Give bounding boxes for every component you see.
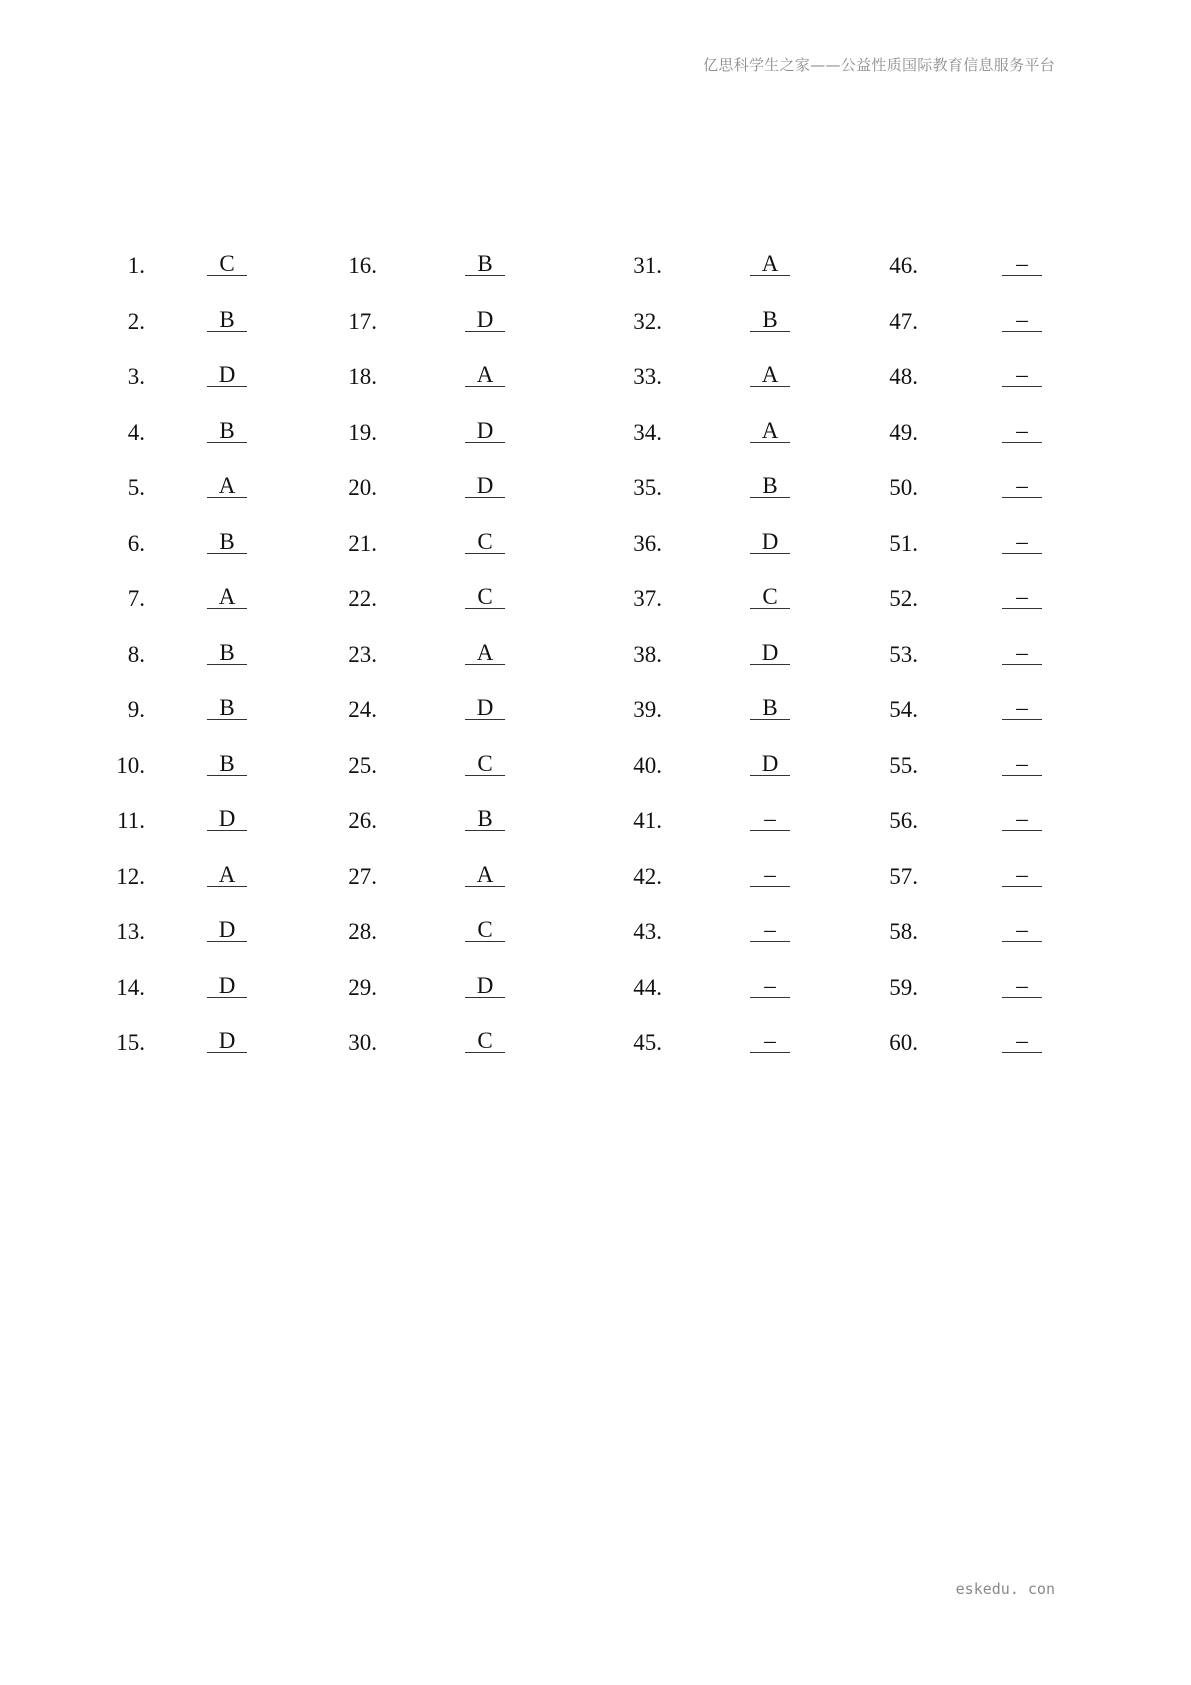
question-number: 16. xyxy=(348,253,377,278)
answer-value: B xyxy=(750,309,790,332)
question-number: 1. xyxy=(127,253,145,278)
answer-value: D xyxy=(465,475,505,498)
answer-value: B xyxy=(750,697,790,720)
answer-value: A xyxy=(207,864,247,887)
answer-item xyxy=(0,528,1191,561)
answer-item xyxy=(0,808,1191,838)
question-number: 2. xyxy=(127,308,145,334)
question-number: 25. xyxy=(348,752,377,778)
answer-value: B xyxy=(207,531,247,554)
answer-value: D xyxy=(207,1030,247,1053)
question-number: 59. xyxy=(889,974,918,1000)
answer-value: C xyxy=(465,753,505,776)
answer-value: – xyxy=(1002,864,1042,887)
answer-value: – xyxy=(1002,364,1042,387)
answer-value: – xyxy=(750,919,790,942)
answer-value: B xyxy=(465,253,505,276)
question-number: 23. xyxy=(348,641,377,667)
answer-value: – xyxy=(1002,420,1042,443)
answer-value: B xyxy=(207,697,247,720)
answer-value: – xyxy=(1002,531,1042,554)
question-number: 8. xyxy=(127,641,145,667)
answer-value: – xyxy=(1002,253,1042,276)
answer-value: B xyxy=(207,309,247,332)
question-number: 32. xyxy=(633,308,662,334)
question-number: 27. xyxy=(348,863,377,889)
question-number: 56. xyxy=(889,808,918,833)
question-number: 5. xyxy=(127,475,145,500)
question-number: 58. xyxy=(889,919,918,944)
answer-value: D xyxy=(207,808,247,831)
question-number: 49. xyxy=(889,419,918,445)
answer-value: – xyxy=(750,864,790,887)
question-number: 17. xyxy=(348,308,377,334)
question-number: 47. xyxy=(889,308,918,334)
question-number: 53. xyxy=(889,641,918,667)
answer-value: D xyxy=(465,420,505,443)
question-number: 40. xyxy=(633,752,662,778)
question-number: 19. xyxy=(348,419,377,445)
page-header: 亿思科学生之家——公益性质国际教育信息服务平台 xyxy=(703,56,1055,74)
question-number: 51. xyxy=(889,530,918,556)
answer-value: A xyxy=(750,364,790,387)
question-number: 11. xyxy=(117,808,145,833)
question-number: 50. xyxy=(889,475,918,500)
answer-item xyxy=(0,639,1191,672)
answer-item xyxy=(0,306,1191,339)
question-number: 4. xyxy=(127,419,145,445)
question-number: 30. xyxy=(348,1030,377,1055)
answer-value: – xyxy=(750,975,790,998)
answer-value: D xyxy=(750,531,790,554)
question-number: 14. xyxy=(116,974,145,1000)
answer-value: D xyxy=(207,364,247,387)
answer-value: C xyxy=(465,586,505,609)
answer-value: – xyxy=(1002,697,1042,720)
answer-value: C xyxy=(465,531,505,554)
question-number: 33. xyxy=(633,364,662,389)
answer-item xyxy=(0,253,1191,283)
question-number: 31. xyxy=(633,253,662,278)
answer-item xyxy=(0,697,1191,727)
answer-item xyxy=(0,417,1191,450)
question-number: 22. xyxy=(348,586,377,611)
question-number: 44. xyxy=(633,974,662,1000)
question-number: 13. xyxy=(116,919,145,944)
answer-value: B xyxy=(207,420,247,443)
answer-value: B xyxy=(207,753,247,776)
answer-value: D xyxy=(207,919,247,942)
answer-value: – xyxy=(1002,309,1042,332)
question-number: 3. xyxy=(127,364,145,389)
answer-item xyxy=(0,1030,1191,1060)
answer-value: A xyxy=(750,420,790,443)
answer-value: – xyxy=(1002,808,1042,831)
question-number: 41. xyxy=(633,808,662,833)
answer-item xyxy=(0,586,1191,616)
question-number: 38. xyxy=(633,641,662,667)
answer-value: A xyxy=(465,642,505,665)
answer-value: C xyxy=(465,1030,505,1053)
question-number: 36. xyxy=(633,530,662,556)
question-number: 60. xyxy=(889,1030,918,1055)
answer-value: D xyxy=(750,753,790,776)
question-number: 45. xyxy=(633,1030,662,1055)
answer-value: D xyxy=(465,309,505,332)
question-number: 26. xyxy=(348,808,377,833)
question-number: 10. xyxy=(116,752,145,778)
question-number: 35. xyxy=(633,475,662,500)
question-number: 34. xyxy=(633,419,662,445)
question-number: 54. xyxy=(889,697,918,722)
question-number: 9. xyxy=(127,697,145,722)
answer-item xyxy=(0,919,1191,949)
answer-value: A xyxy=(750,253,790,276)
question-number: 55. xyxy=(889,752,918,778)
answer-value: A xyxy=(465,364,505,387)
answer-value: A xyxy=(207,586,247,609)
question-number: 29. xyxy=(348,974,377,1000)
answer-value: – xyxy=(750,1030,790,1053)
answer-value: C xyxy=(207,253,247,276)
answer-value: C xyxy=(750,586,790,609)
answer-value: – xyxy=(1002,586,1042,609)
question-number: 43. xyxy=(633,919,662,944)
question-number: 20. xyxy=(348,475,377,500)
answer-item xyxy=(0,364,1191,394)
question-number: 28. xyxy=(348,919,377,944)
answer-value: – xyxy=(1002,919,1042,942)
question-number: 46. xyxy=(889,253,918,278)
answer-value: D xyxy=(465,975,505,998)
answer-value: – xyxy=(1002,975,1042,998)
answer-value: – xyxy=(750,808,790,831)
question-number: 6. xyxy=(127,530,145,556)
answer-value: – xyxy=(1002,1030,1042,1053)
answer-item xyxy=(0,750,1191,783)
question-number: 42. xyxy=(633,863,662,889)
answer-value: B xyxy=(207,642,247,665)
answer-item xyxy=(0,861,1191,894)
answer-value: D xyxy=(750,642,790,665)
answer-value: C xyxy=(465,919,505,942)
question-number: 57. xyxy=(889,863,918,889)
answer-value: B xyxy=(750,475,790,498)
answer-item xyxy=(0,475,1191,505)
question-number: 39. xyxy=(633,697,662,722)
answer-value: D xyxy=(465,697,505,720)
question-number: 21. xyxy=(348,530,377,556)
answer-value: B xyxy=(465,808,505,831)
answer-value: – xyxy=(1002,642,1042,665)
answer-value: – xyxy=(1002,753,1042,776)
question-number: 15. xyxy=(116,1030,145,1055)
question-number: 12. xyxy=(116,863,145,889)
answer-value: D xyxy=(207,975,247,998)
question-number: 24. xyxy=(348,697,377,722)
answer-value: – xyxy=(1002,475,1042,498)
question-number: 52. xyxy=(889,586,918,611)
question-number: 7. xyxy=(127,586,145,611)
question-number: 18. xyxy=(348,364,377,389)
question-number: 48. xyxy=(889,364,918,389)
answer-value: A xyxy=(465,864,505,887)
answer-item xyxy=(0,972,1191,1005)
answer-value: A xyxy=(207,475,247,498)
page-footer: eskedu. con xyxy=(955,1580,1055,1598)
question-number: 37. xyxy=(633,586,662,611)
